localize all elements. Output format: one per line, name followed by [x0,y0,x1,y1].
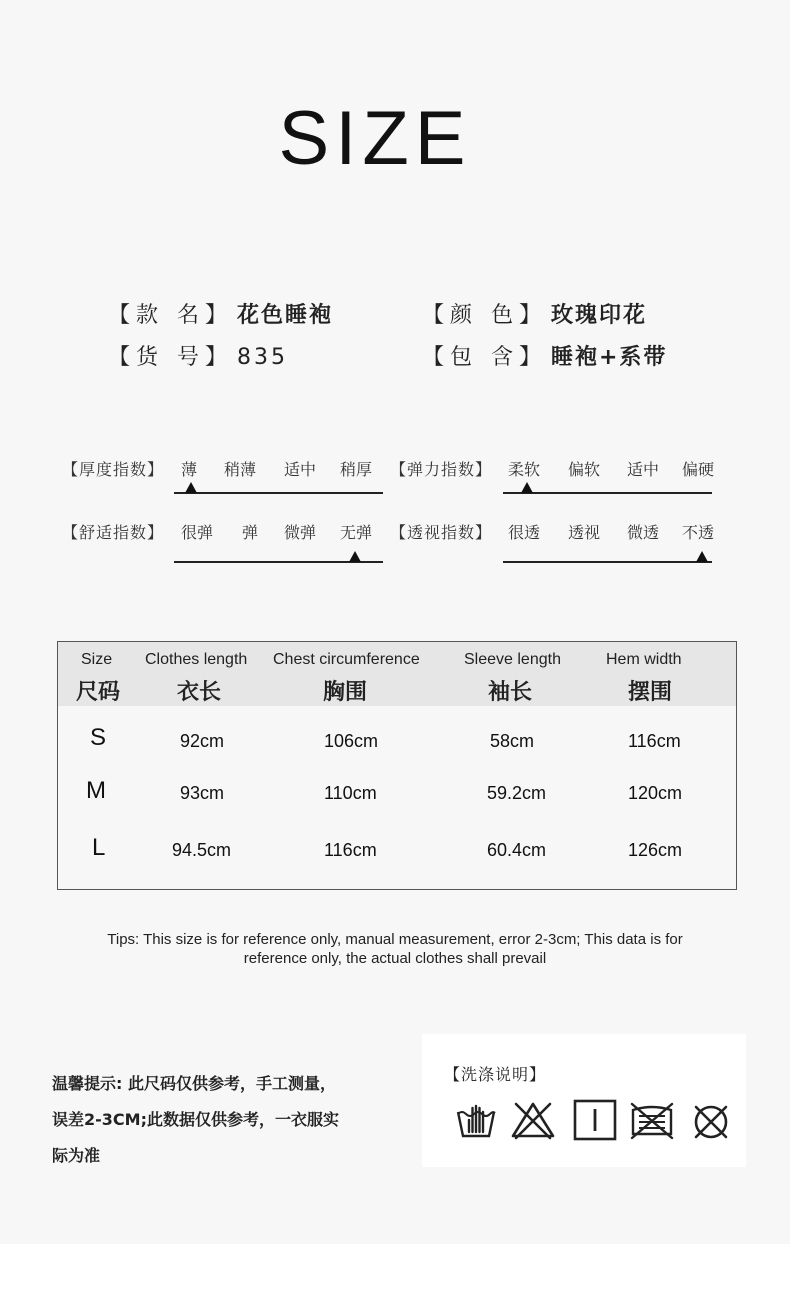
reminder-line: 际为准 [52,1146,101,1165]
tips-line: Tips: This size is for reference only, manual measurement, error 2-3cm; This data is for [107,931,683,948]
comfort-option: 弹 [242,523,259,542]
header-size-cn: 尺码 [76,680,121,705]
product-name-key: 【款 名】 [108,303,233,328]
elasticity-marker [521,482,533,493]
product-name-row [108,298,333,329]
footer-band [0,1244,790,1289]
product-sku-row [108,340,288,371]
header-chest-cn: 胸围 [323,680,368,705]
transparency-option: 透视 [568,523,601,542]
no-dry-clean-icon [688,1098,734,1142]
header-hem-en: Hem width [606,651,682,668]
no-tumble-dry-icon [629,1098,675,1142]
hang-dry-icon [572,1098,618,1142]
warm-reminder [52,1066,392,1174]
elasticity-scale-line [503,492,712,494]
comfort-option: 很弹 [181,523,214,542]
table-cell-size: L [92,834,106,861]
transparency-index-label: 【透视指数】 [390,523,493,542]
table-cell: 116cm [628,731,681,751]
product-contents-value: 睡袍+系带 [551,345,668,370]
comfort-marker [349,551,361,562]
header-hem-cn: 摆围 [628,680,673,705]
transparency-option: 微透 [627,523,660,542]
header-chest-en: Chest circumference [273,651,420,668]
table-cell-size: S [90,724,107,751]
care-title: 【洗涤说明】 [444,1065,547,1084]
transparency-marker [696,551,708,562]
reminder-line: 温馨提示: 此尺码仅供参考，手工测量， [52,1074,336,1093]
thickness-option: 薄 [181,460,198,479]
table-cell: 58cm [490,731,535,751]
elasticity-option: 偏软 [568,460,601,479]
thickness-scale-line [174,492,383,494]
reminder-line: 误差2-3CM;此数据仅供参考，一衣服实 [52,1110,339,1129]
product-sku-key: 【货 号】 [108,345,233,370]
comfort-index-label: 【舒适指数】 [62,523,165,542]
thickness-index-label: 【厚度指数】 [62,460,165,479]
header-size-en: Size [81,651,113,668]
no-bleach-icon [510,1098,556,1142]
thickness-option: 稍厚 [340,460,373,479]
comfort-option: 微弹 [284,523,317,542]
header-sleeve-en: Sleeve length [464,651,561,668]
size-table [57,641,737,890]
product-color-key: 【颜 色】 [422,303,547,328]
header-sleeve-cn: 袖长 [488,680,533,705]
table-cell: 92cm [180,731,225,751]
product-sku-value: 835 [237,345,288,370]
care-instructions-panel [422,1034,746,1167]
thickness-option: 稍薄 [224,460,257,479]
thickness-option: 适中 [284,460,317,479]
product-color-row [422,298,647,329]
table-cell: 94.5cm [172,840,232,860]
product-contents-key: 【包 含】 [422,345,547,370]
hand-wash-icon [453,1098,499,1142]
tips-text [60,930,730,968]
table-cell: 60.4cm [487,840,547,860]
table-cell: 59.2cm [487,783,547,803]
product-name-value: 花色睡袍 [237,303,334,328]
comfort-option: 无弹 [340,523,373,542]
thickness-marker [185,482,197,493]
elasticity-option: 柔软 [508,460,541,479]
table-cell-size: M [86,777,106,804]
elasticity-index-label: 【弹力指数】 [390,460,493,479]
product-contents-row [422,340,667,371]
transparency-scale-line [503,561,712,563]
product-color-value: 玫瑰印花 [551,303,648,328]
table-cell: 120cm [628,783,683,803]
table-cell: 116cm [324,840,377,860]
transparency-option: 很透 [508,523,541,542]
table-cell: 93cm [180,783,225,803]
table-cell: 126cm [628,840,683,860]
elasticity-option: 适中 [627,460,660,479]
tips-line: reference only, the actual clothes shall prevail [243,950,547,967]
page-title: SIZE [278,96,472,181]
elasticity-option: 偏硬 [682,460,715,479]
header-clothes-length-cn: 衣长 [177,680,222,705]
table-cell: 106cm [324,731,379,751]
header-clothes-length-en: Clothes length [145,651,248,668]
table-cell: 110cm [324,783,377,803]
transparency-option: 不透 [682,523,715,542]
